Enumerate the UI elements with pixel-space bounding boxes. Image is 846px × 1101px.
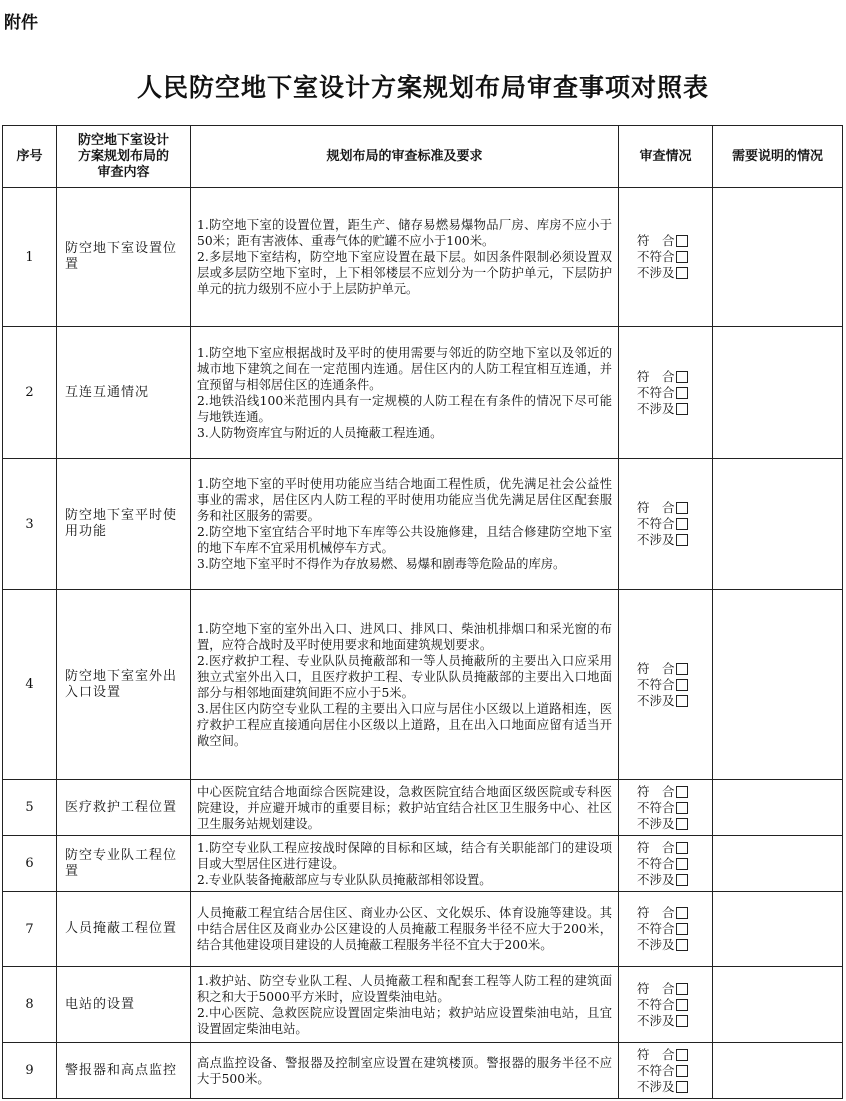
- review-status: [619, 836, 713, 892]
- review-standard: 1.防空地下室的设置位置，距生产、储存易燃易爆物品厂房、库房不应小于50米；距有害液体、重毒气体的贮罐不应小于100米。 2.多层地下室结构，防空地下室应设置在最下层。如因条件限制必须设置双层或多层防空地下室时，上下相邻楼层不应划分为一个防护单元，下层防护单元的抗力级别不应小于上层防护单元。: [191, 188, 619, 327]
- review-status: [619, 892, 713, 967]
- checkbox-icon[interactable]: [676, 802, 688, 814]
- review-note[interactable]: [713, 1043, 843, 1099]
- status-option[interactable]: [637, 1047, 712, 1063]
- column-header-status: 审查情况: [619, 126, 713, 188]
- review-standard: 1.防空专业队工程应按战时保障的目标和区域，结合有关职能部门的建设项目或大型居住区进行建设。 2.专业队装备掩蔽部应与专业队队员掩蔽部相邻设置。: [191, 836, 619, 892]
- row-number: 9: [3, 1043, 57, 1099]
- checkbox-icon[interactable]: [676, 663, 688, 675]
- status-option-label: 不符合: [637, 996, 675, 1012]
- row-number: 8: [3, 967, 57, 1043]
- review-status: [619, 1043, 713, 1099]
- review-table: [2, 125, 843, 1099]
- review-item: 人员掩蔽工程位置: [57, 892, 191, 967]
- status-option-label: 不涉及: [637, 937, 675, 952]
- status-option-label: 不符合: [637, 921, 675, 936]
- review-note[interactable]: [713, 188, 843, 327]
- status-option-label: 不符合: [637, 249, 675, 264]
- checkbox-icon[interactable]: [676, 818, 688, 830]
- checkbox-icon[interactable]: [676, 1065, 688, 1077]
- status-option-label: 不涉及: [637, 265, 675, 280]
- status-option-label: 符 合: [637, 368, 675, 384]
- status-option[interactable]: [637, 369, 712, 385]
- review-status: [619, 327, 713, 459]
- review-note[interactable]: [713, 780, 843, 836]
- table-row: [3, 188, 843, 327]
- review-note[interactable]: [713, 892, 843, 967]
- row-number: 3: [3, 459, 57, 590]
- review-standard: 1.防空地下室的平时使用功能应当结合地面工程性质，优先满足社会公益性事业的需求，居住区内人防工程的平时使用功能应当优先满足居住区配套服务和社区服务的需要。 2.防空地下室宜结合平时地下车库等公共设施修建，且结合修建防空地下室的地下车库不宜采用机械停车方式。 3.防空地下室平时不得作为存放易燃、易爆和剧毒等危险品的库房。: [191, 459, 619, 590]
- checkbox-icon[interactable]: [676, 534, 688, 546]
- review-note[interactable]: [713, 327, 843, 459]
- table-row: [3, 780, 843, 836]
- checkbox-icon[interactable]: [676, 387, 688, 399]
- attachment-label: 附件: [4, 13, 38, 33]
- review-standard: 中心医院宜结合地面综合医院建设，急救医院宜结合地面区级医院或专科医院建设，并应避开城市的重要目标；救护站宜结合社区卫生服务中心、社区卫生服务站规划建设。: [191, 780, 619, 836]
- table-row: [3, 459, 843, 590]
- checkbox-icon[interactable]: [676, 874, 688, 886]
- status-option[interactable]: [637, 800, 712, 816]
- review-status: [619, 590, 713, 780]
- status-option[interactable]: [637, 532, 712, 548]
- status-option-label: 不涉及: [637, 871, 675, 887]
- status-option-label: 符 合: [637, 500, 675, 515]
- review-status: [619, 967, 713, 1043]
- column-header-note: 需要说明的情况: [713, 126, 843, 188]
- page-title: 人民防空地下室设计方案规划布局审查事项对照表: [136, 73, 709, 102]
- review-standard: 1.防空地下室的室外出入口、进风口、排风口、柴油机排烟口和采光窗的布置，应符合战时及平时使用要求和地面建筑规划要求。 2.医疗救护工程、专业队队员掩蔽部和一等人员掩蔽所的主要出入口应采用独立式室外出入口，且医疗救护工程、专业队队员掩蔽部的主要出入口地面部分与相邻地面建筑间距不应小于5米。 3.居住区内防空专业队工程的主要出入口应与居住小区级以上道路相连，医疗救护工程应直接通向居住小区级以上道路，且在出入口地面应留有适当开敞空间。: [191, 590, 619, 780]
- review-note[interactable]: [713, 459, 843, 590]
- table-row: [3, 1043, 843, 1099]
- review-item: 防空专业队工程位置: [57, 836, 191, 892]
- status-option-label: 符 合: [637, 1046, 675, 1062]
- status-option[interactable]: [637, 1063, 712, 1079]
- column-header-standard: 规划布局的审查标准及要求: [191, 126, 619, 188]
- column-header-no: 序号: [3, 126, 57, 188]
- status-option[interactable]: [637, 997, 712, 1013]
- row-number: 1: [3, 188, 57, 327]
- checkbox-icon[interactable]: [676, 371, 688, 383]
- status-option-label: 不符合: [637, 676, 675, 692]
- status-option-label: 符 合: [637, 905, 675, 920]
- checkbox-icon[interactable]: [676, 679, 688, 691]
- status-option-label: 符 合: [637, 980, 675, 996]
- status-option-label: 不符合: [637, 1062, 675, 1078]
- status-option[interactable]: [637, 840, 712, 856]
- checkbox-icon[interactable]: [676, 518, 688, 530]
- status-option[interactable]: [637, 981, 712, 997]
- status-option-label: 不涉及: [637, 1012, 675, 1028]
- row-number: 5: [3, 780, 57, 836]
- checkbox-icon[interactable]: [676, 695, 688, 707]
- checkbox-icon[interactable]: [676, 1049, 688, 1061]
- checkbox-icon[interactable]: [676, 267, 688, 279]
- checkbox-icon[interactable]: [676, 939, 688, 951]
- status-option[interactable]: [637, 1013, 712, 1029]
- status-option-label: 不涉及: [637, 692, 675, 708]
- row-number: 7: [3, 892, 57, 967]
- status-option-label: 不符合: [637, 799, 675, 815]
- status-option-label: 符 合: [637, 233, 675, 248]
- review-note[interactable]: [713, 967, 843, 1043]
- status-option[interactable]: [637, 233, 712, 249]
- review-item: 防空地下室设置位置: [57, 188, 191, 327]
- checkbox-icon[interactable]: [676, 983, 688, 995]
- row-number: 2: [3, 327, 57, 459]
- status-option[interactable]: [637, 921, 712, 937]
- review-standard: 1.防空地下室应根据战时及平时的使用需要与邻近的防空地下室以及邻近的城市地下建筑之间在一定范围内连通。居住区内的人防工程宜相互连通，并宜预留与相邻居住区的连通条件。 2.地铁沿线100米范围内具有一定规模的人防工程在有条件的情况下尽可能与地铁连通。 3.人防物资库宜与附近的人员掩蔽工程连通。: [191, 327, 619, 459]
- status-option[interactable]: [637, 265, 712, 281]
- checkbox-icon[interactable]: [676, 403, 688, 415]
- table-row: [3, 892, 843, 967]
- checkbox-icon[interactable]: [676, 786, 688, 798]
- status-option[interactable]: [637, 249, 712, 265]
- status-option[interactable]: [637, 1079, 712, 1095]
- status-option-label: 不符合: [637, 855, 675, 871]
- row-number: 4: [3, 590, 57, 780]
- review-status: [619, 188, 713, 327]
- column-header-item: 防空地下室设计 方案规划布局的 审查内容: [57, 126, 191, 188]
- checkbox-icon[interactable]: [676, 251, 688, 263]
- checkbox-icon[interactable]: [676, 502, 688, 514]
- status-option[interactable]: [637, 385, 712, 401]
- status-option[interactable]: [637, 693, 712, 709]
- review-standard: 人员掩蔽工程宜结合居住区、商业办公区、文化娱乐、体育设施等建设。其中结合居住区及商业办公区建设的人员掩蔽工程服务半径不应大于200米，结合其他建设项目建设的人员掩蔽工程服务半径不宜大于200米。: [191, 892, 619, 967]
- status-option-label: 不涉及: [637, 532, 675, 547]
- review-item: 电站的设置: [57, 967, 191, 1043]
- checkbox-icon[interactable]: [676, 999, 688, 1011]
- table-row: [3, 967, 843, 1043]
- review-standard: 1.救护站、防空专业队工程、人员掩蔽工程和配套工程等人防工程的建筑面积之和大于5000平方米时，应设置柴油电站。 2.中心医院、急救医院应设置固定柴油电站；救护站应设置柴油电站，且宜设置固定柴油电站。: [191, 967, 619, 1043]
- review-item: 防空地下室室外出入口设置: [57, 590, 191, 780]
- status-option[interactable]: [637, 816, 712, 832]
- status-option-label: 符 合: [637, 660, 675, 676]
- table-header-row: [3, 126, 843, 188]
- review-status: [619, 459, 713, 590]
- table-row: [3, 327, 843, 459]
- checkbox-icon[interactable]: [676, 907, 688, 919]
- status-option-label: 不涉及: [637, 1078, 675, 1094]
- table-row: [3, 590, 843, 780]
- review-status: [619, 780, 713, 836]
- status-option-label: 不符合: [637, 384, 675, 400]
- status-option[interactable]: [637, 905, 712, 921]
- checkbox-icon[interactable]: [676, 1015, 688, 1027]
- checkbox-icon[interactable]: [676, 235, 688, 247]
- status-option[interactable]: [637, 937, 712, 953]
- status-option[interactable]: [637, 516, 712, 532]
- status-option-label: 符 合: [637, 839, 675, 855]
- status-option[interactable]: [637, 872, 712, 888]
- row-number: 6: [3, 836, 57, 892]
- review-note[interactable]: [713, 836, 843, 892]
- checkbox-icon[interactable]: [676, 1081, 688, 1093]
- status-option[interactable]: [637, 500, 712, 516]
- checkbox-icon[interactable]: [676, 923, 688, 935]
- table-row: [3, 836, 843, 892]
- status-option[interactable]: [637, 784, 712, 800]
- review-note[interactable]: [713, 590, 843, 780]
- status-option-label: 不涉及: [637, 400, 675, 416]
- status-option-label: 不符合: [637, 516, 675, 531]
- review-item: 互连互通情况: [57, 327, 191, 459]
- checkbox-icon[interactable]: [676, 858, 688, 870]
- review-item: 警报器和高点监控: [57, 1043, 191, 1099]
- status-option[interactable]: [637, 661, 712, 677]
- status-option[interactable]: [637, 856, 712, 872]
- status-option-label: 符 合: [637, 783, 675, 799]
- status-option[interactable]: [637, 677, 712, 693]
- status-option[interactable]: [637, 401, 712, 417]
- review-item: 防空地下室平时使用功能: [57, 459, 191, 590]
- review-standard: 高点监控设备、警报器及控制室应设置在建筑楼顶。警报器的服务半径不应大于500米。: [191, 1043, 619, 1099]
- checkbox-icon[interactable]: [676, 842, 688, 854]
- review-item: 医疗救护工程位置: [57, 780, 191, 836]
- status-option-label: 不涉及: [637, 815, 675, 831]
